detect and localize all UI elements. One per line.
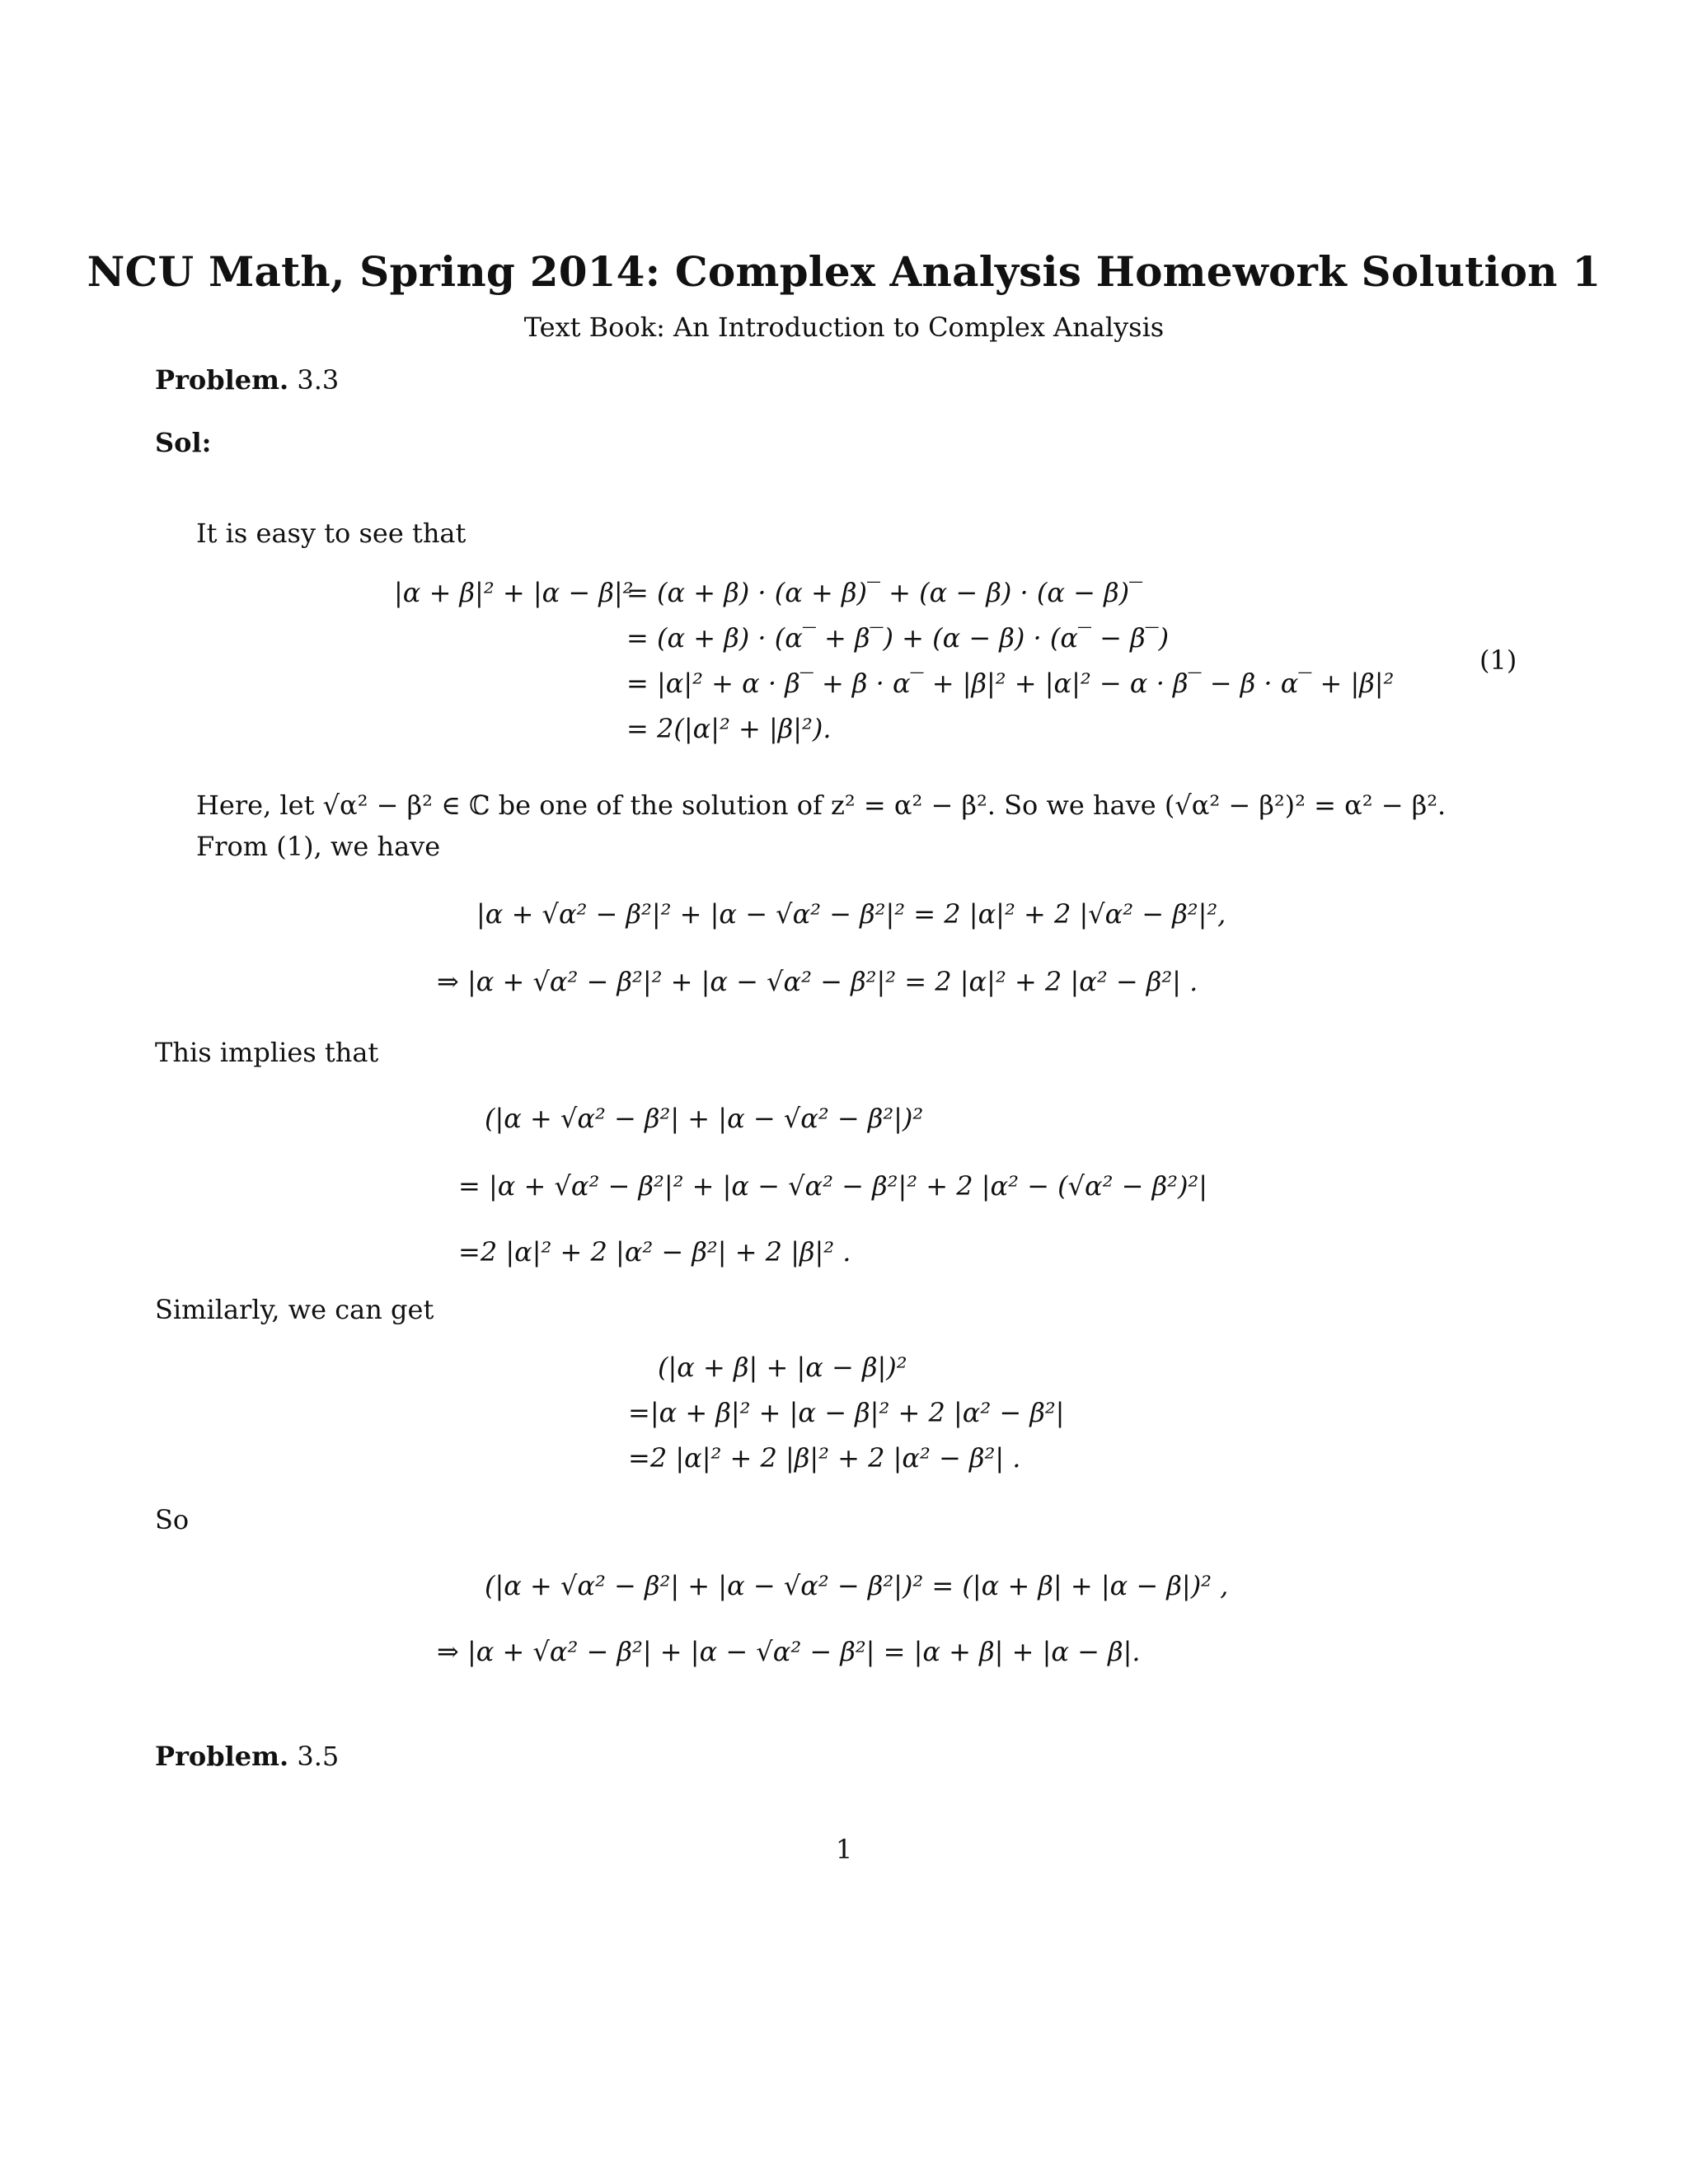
problem-2-number: 3.5 — [297, 1741, 340, 1772]
problem-heading — [155, 364, 339, 396]
eq5-line-1: (|α + √α² − β²| + |α − √α² − β²|)² = (|α + β| + |α − β|)² , — [485, 1570, 1229, 1601]
so-text: So — [155, 1504, 190, 1535]
eq1-line-4: = 2(|α|² + |β|²). — [626, 713, 832, 744]
eq2-line-2: ⇒ |α + √α² − β²|² + |α − √α² − β²|² = 2 |α|² + 2 |α² − β²| . — [437, 966, 1198, 997]
problem-2-heading — [155, 1741, 339, 1772]
eq4-line-2: =|α + β|² + |α − β|² + 2 |α² − β²| — [628, 1397, 1065, 1428]
here-let-part-2: (√α² − β²)² = α² − β². — [1164, 790, 1447, 821]
eq2-line-1: |α + √α² − β²|² + |α − √α² − β²|² = 2 |α|² + 2 |√α² − β²|², — [476, 898, 1226, 930]
eq4-line-3: =2 |α|² + 2 |β|² + 2 |α² − β²| . — [628, 1442, 1021, 1474]
eq1-line-3: = |α|² + α · β‾ + β · α‾ + |β|² + |α|² − α · β‾ − β · α‾ + |β|² — [626, 668, 1395, 699]
intro-text: It is easy to see that — [196, 518, 467, 549]
problem-label: Problem. — [155, 364, 289, 396]
eq1-lhs: |α + β|² + |α − β|² — [394, 577, 634, 608]
eq3-line-3: =2 |α|² + 2 |α² − β²| + 2 |β|² . — [458, 1236, 851, 1268]
eq3-line-2: = |α + √α² − β²|² + |α − √α² − β²|² + 2 |α² − (√α² − β²)²| — [458, 1170, 1208, 1202]
here-let-part-1: Here, let √α² − β² ∈ ℂ be one of the solution of z² = α² − β². So we have — [196, 790, 1156, 821]
eq1-line-1: = (α + β) · (α + β)‾ + (α − β) · (α − β)‾ — [626, 577, 1143, 608]
here-let-text — [196, 790, 1446, 821]
page-number: 1 — [835, 1834, 853, 1865]
eq1-line-2: = (α + β) · (α‾ + β‾) + (α − β) · (α‾ − β‾) — [626, 622, 1170, 654]
from-one-text: From (1), we have — [196, 831, 441, 862]
similarly-text: Similarly, we can get — [155, 1294, 434, 1325]
eq3-line-1: (|α + √α² − β²| + |α − √α² − β²|)² — [485, 1103, 924, 1134]
eq5-line-2: ⇒ |α + √α² − β²| + |α − √α² − β²| = |α + β| + |α − β|. — [437, 1636, 1141, 1667]
eq4-line-1: (|α + β| + |α − β|)² — [658, 1352, 907, 1383]
problem-2-label: Problem. — [155, 1741, 289, 1772]
page-title: NCU Math, Spring 2014: Complex Analysis Homework Solution 1 — [87, 247, 1601, 296]
implies-text: This implies that — [155, 1037, 379, 1068]
solution-label: Sol: — [155, 427, 212, 458]
page-subtitle: Text Book: An Introduction to Complex Analysis — [523, 312, 1165, 343]
equation-number: (1) — [1479, 644, 1517, 676]
problem-number: 3.3 — [297, 364, 340, 396]
